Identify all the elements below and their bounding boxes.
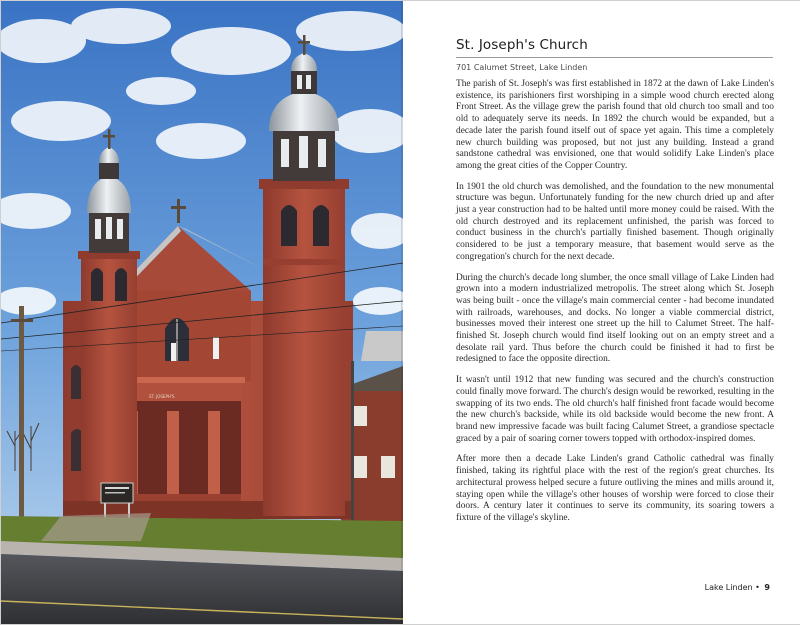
page-title: St. Joseph's Church	[456, 37, 588, 53]
church-photo	[1, 1, 403, 624]
side-roof	[361, 331, 403, 361]
building-sign: ST. JOSEPH'S	[149, 394, 175, 399]
page-footer	[705, 583, 770, 592]
title-divider	[456, 57, 773, 58]
article-body	[456, 79, 774, 534]
paragraph-2: In 1901 the old church was demolished, and the foundation to the new monumental structure was begun. Unfortunately funding for the new church dried up and after just a year construction had to be halted until more money could be raised. With the old church destroyed and its replacement unfinished, the parish was forced to conduct business in the church's partially finished basement. Though originally considered to be just a temporary measure, that basement would serve as the congregation's church for the next decade.	[456, 181, 774, 262]
paragraph-3: During the church's decade long slumber, the once small village of Lake Linden had grown into a modern industrialized metropolis. The street along which St. Joseph was being built - once the village's main commercial center - had become inundated with railroads, warehouses, and docks. No longer a viable commercial district, businesses moved their interest one street up the hill to Calumet Street. The half-finished St. Joseph church would find itself looking out on an empty street and a desolate rail yard. Thus before the church could be finished it had to first be redesigned to face the opposite direction.	[456, 272, 774, 365]
footer-label: Lake Linden	[704, 583, 753, 592]
page-number: 9	[764, 583, 770, 592]
paragraph-1: The parish of St. Joseph's was first established in 1872 at the dawn of Lake Linden's existence, its parishioners first worshiping in a simple wood church erected along Front Street. As the village grew the parish found that old church too small and too old to adequately serve its needs. In 1892 the church would be expanded, but a decade later the parish found itself out of space yet again. This time a completely new church building was proposed, but not just any building. Instead a grand sandstone cathedral was envisioned, one that would solidify Lake Linden's place among the great cities of the Copper Country.	[456, 79, 774, 171]
footer-separator: •	[755, 583, 760, 592]
paragraph-5: After more then a decade Lake Linden's grand Catholic cathedral was finally finished, taking its rightful place with the rest of the region's great churches. Its architectural prowess helped secure a future outliving the mines and mills around it, staying open while the village's other houses of worship were forced to close their doors. A century later it continues to serve its community, its soaring towers a fixture of the village's skyline.	[456, 454, 774, 523]
church-address: 701 Calumet Street, Lake Linden	[456, 63, 588, 72]
church-illustration	[1, 1, 403, 624]
paragraph-4: It wasn't until 1912 that new funding was secured and the church's construction could finally move forward. The church's design would be reworked, resulting in the swapping of its two ends. The old church's half finished front facade would become the new church's backside, while its old backside would become the new front. A brand new impressive facade was built facing Calumet Street, a grandiose spectacle graced by a pair of soaring corner towers topped with orthodox-inspired domes.	[456, 375, 774, 444]
text-page	[403, 1, 800, 624]
